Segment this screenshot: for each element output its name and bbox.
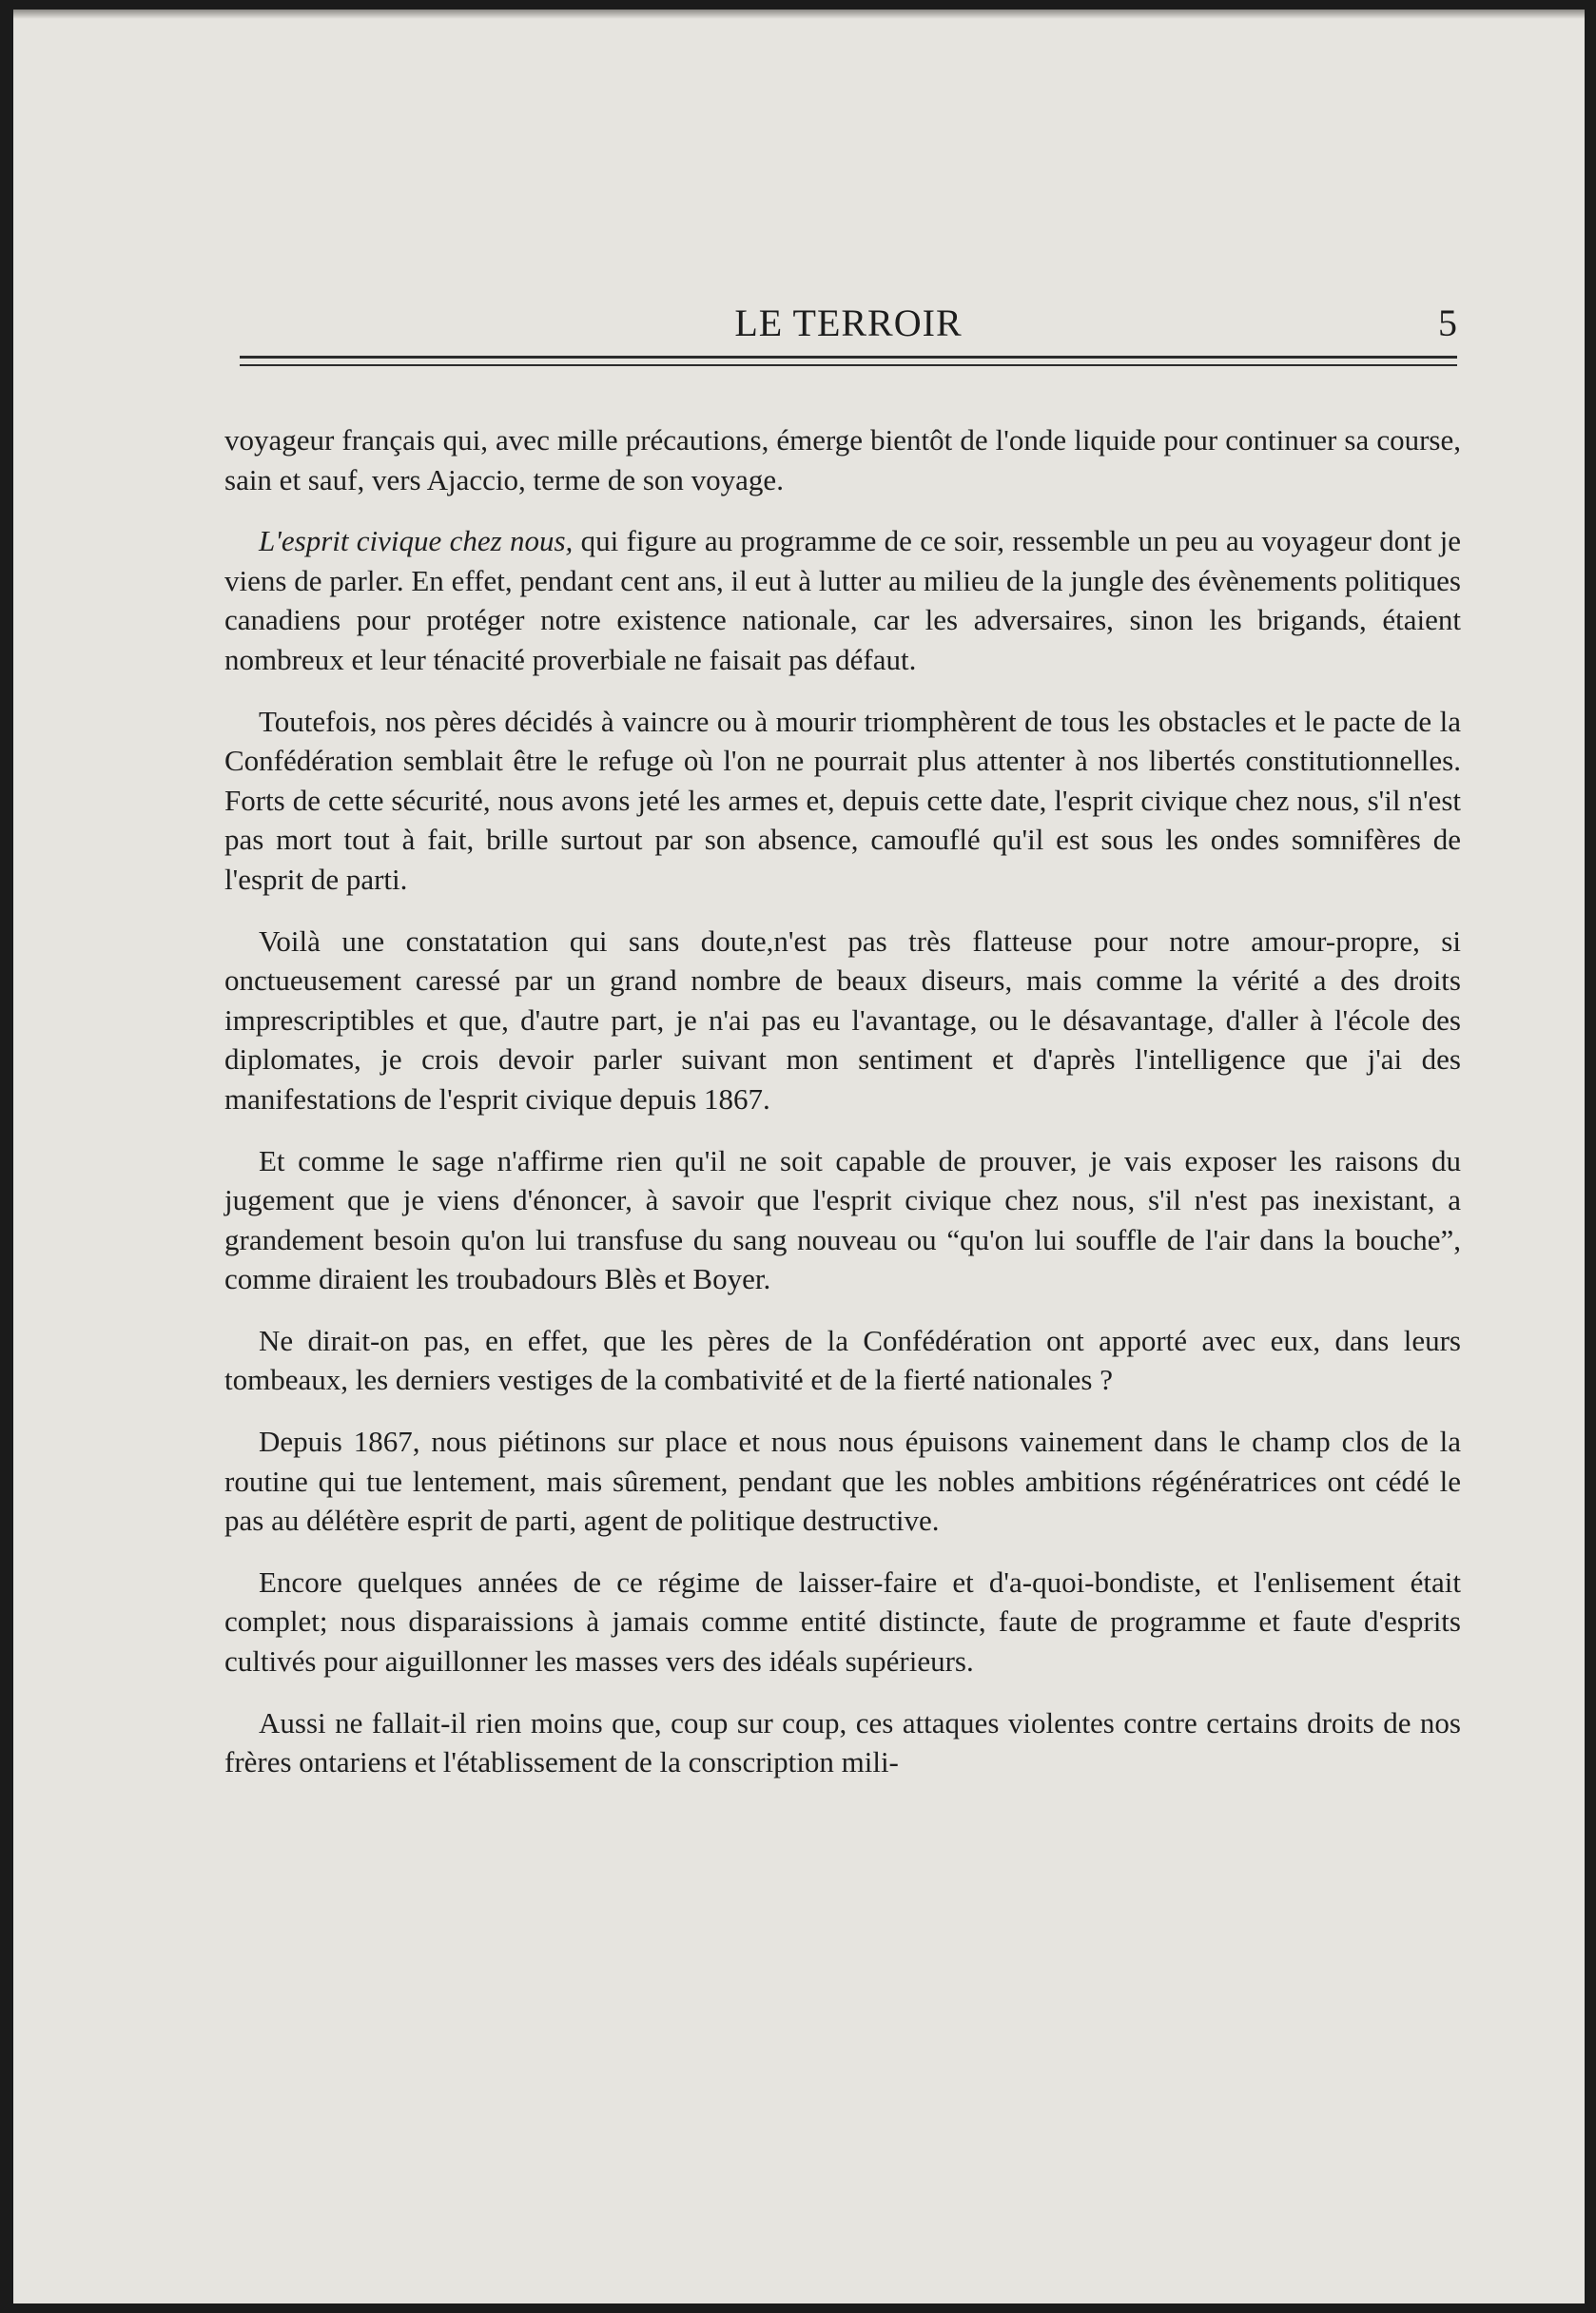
paragraph-6: Ne dirait-on pas, en effet, que les pères de la Confédération ont apporté avec eux, dans leurs tombeaux, les derniers vestiges de la combativité et de la fierté nationales ? <box>224 1323 1461 1397</box>
paragraph-8: Encore quelques années de ce régime de laisser-faire et d'a-quoi-bondiste, et l'enlisement était complet; nous disparaissions à jamais comme entité distincte, faute de programme et faute d'esprits cultivés pour aiguillonner les masses vers des idéals supérieurs. <box>224 1565 1461 1679</box>
page-header <box>240 301 1457 348</box>
book-page <box>13 10 1585 2303</box>
body-text <box>224 420 1461 1804</box>
paragraph-1: voyageur français qui, avec mille précautions, émerge bientôt de l'onde liquide pour continuer sa course, sain et sauf, vers Ajaccio, terme de son voyage. <box>224 423 1461 496</box>
paragraph-2-italic-lead: L'esprit civique chez nous, <box>259 524 574 558</box>
paragraph-3: Toutefois, nos pères décidés à vaincre ou à mourir triomphèrent de tous les obstacles et le pacte de la Confédération semblait être le refuge où l'on ne pourrait plus attenter à nos libertés constitutionnelles. Forts de cette sécurité, nous avons jeté les armes et, depuis cette date, l'esprit civique chez nous, s'il n'est pas mort tout à fait, brille surtout par son absence, camouflé qu'il est sous les ondes somnifères de l'esprit de parti. <box>224 704 1461 896</box>
paragraph-5: Et comme le sage n'affirme rien qu'il ne soit capable de prouver, je vais exposer les raisons du jugement que je viens d'énoncer, à savoir que l'esprit civique chez nous, s'il n'est pas inexistant, a grandement besoin qu'on lui transfuse du sang nouveau ou “qu'on lui souffle de l'air dans la bouche”, comme diraient les troubadours Blès et Boyer. <box>224 1143 1461 1296</box>
page-number: 5 <box>1438 301 1457 344</box>
running-title: LE TERROIR <box>734 301 963 344</box>
header-rule-thin <box>240 364 1457 366</box>
paragraph-7: Depuis 1867, nous piétinons sur place et nous nous épuisons vainement dans le champ clos de la routine qui tue lentement, mais sûrement, pendant que les nobles ambitions régénératrices ont cédé le pas au délétère esprit de parti, agent de politique destructive. <box>224 1425 1461 1538</box>
paragraph-9: Aussi ne fallait-il rien moins que, coup sur coup, ces attaques violentes contre certains droits de nos frères ontariens et l'établissement de la conscription mili- <box>224 1705 1461 1779</box>
paragraph-4: Voilà une constatation qui sans doute,n'est pas très flatteuse pour notre amour-propre, si onctueusement caressé par un grand nombre de beaux diseurs, mais comme la vérité a des droits imprescriptibles et que, d'autre part, je n'ai pas eu l'avantage, ou le désavantage, d'aller à l'école des diplomates, je crois devoir parler suivant mon sentiment et d'après l'intelligence que j'ai des manifestations de l'esprit civique depuis 1867. <box>224 923 1461 1116</box>
page-edge-shadow <box>13 10 1585 19</box>
paragraph-2 <box>224 521 1461 679</box>
paragraph-2-text: qui figure au programme de ce soir, ressemble un peu au voyageur dont je viens de parler. En effet, pendant cent ans, il eut à lutter au milieu de la jungle des évènements politiques canadiens pour protéger notre existence nationale, car les adversaires, sinon les brigands, étaient nombreux et leur ténacité proverbiale ne faisait pas défaut. <box>224 524 1461 676</box>
header-rule-thick <box>240 356 1457 359</box>
